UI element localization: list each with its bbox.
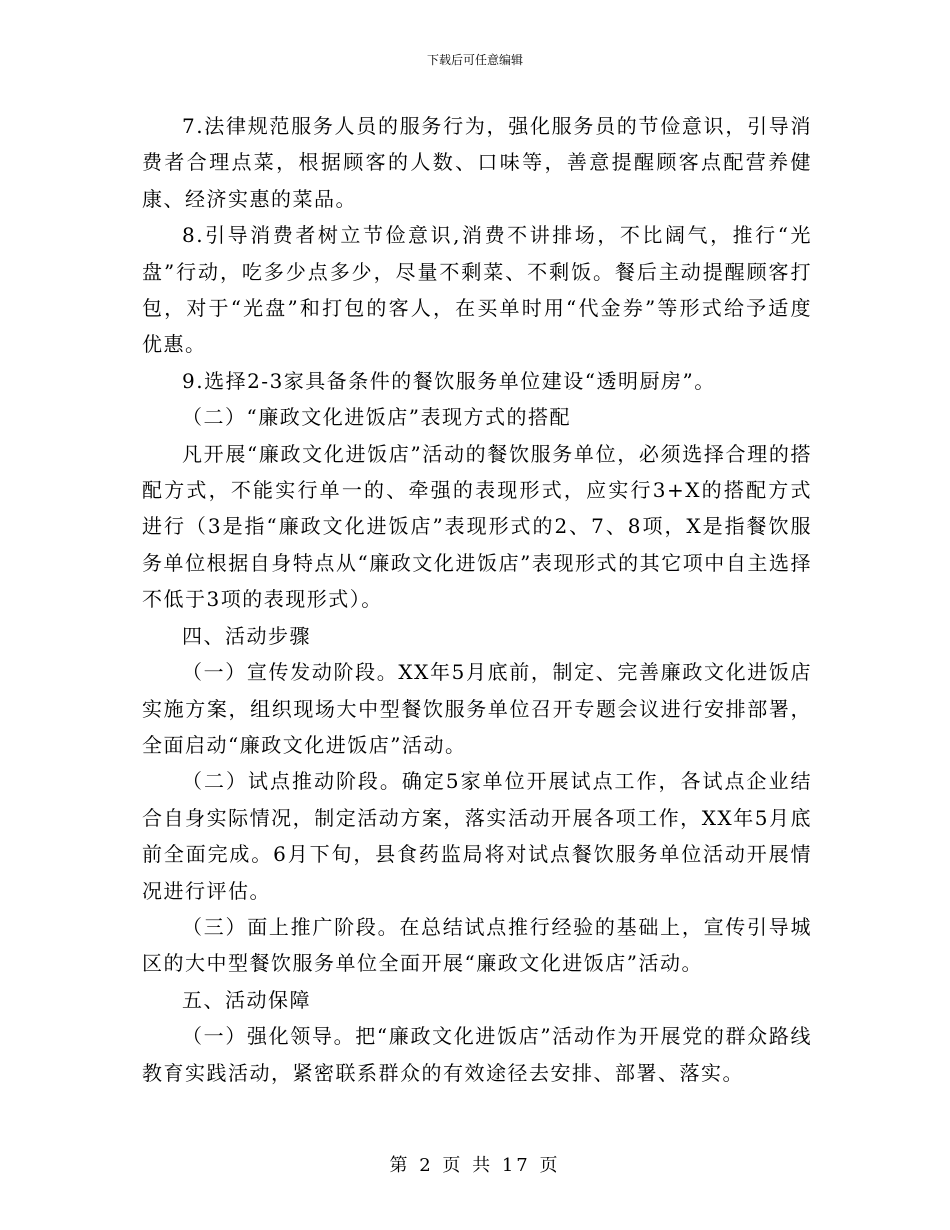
- paragraph-step-2: （二）试点推动阶段。确定5家单位开展试点工作，各试点企业结合自身实际情况，制定活动方案，落实活动开展各项工作，XX年5月底前全面完成。6月下旬，县食药监局将对试点餐饮服务单位活动开展情况进行评估。: [142, 769, 812, 903]
- section-heading-guarantee: 五、活动保障: [182, 987, 311, 1012]
- document-body: [142, 108, 812, 1091]
- page-number-footer: 第 2 页 共 17 页: [389, 1155, 561, 1176]
- paragraph-item-7: 7.法律规范服务人员的服务行为，强化服务员的节俭意识，引导消费者合理点菜，根据顾客的人数、口味等，善意提醒顾客点配营养健康、经济实惠的菜品。: [142, 114, 812, 211]
- header-note: 下载后可任意编辑: [426, 53, 523, 67]
- paragraph-item-8: 8.引导消费者树立节俭意识,消费不讲排场，不比阔气，推行“光盘”行动，吃多少点多少，尽量不剩菜、不剩饭。餐后主动提醒顾客打包，对于“光盘”和打包的客人，在买单时用“代金券”等形式给予适度优惠。: [142, 223, 812, 357]
- paragraph-pairing-rule: 凡开展“廉政文化进饭店”活动的餐饮服务单位，必须选择合理的搭配方式，不能实行单一的、牵强的表现形式，应实行3+X的搭配方式进行（3是指“廉政文化进饭店”表现形式的2、7、8项，X是指餐饮服务单位根据自身特点从“廉政文化进饭店”表现形式的其它项中自主选择不低于3项的表现形式）。: [142, 441, 812, 612]
- section-heading-steps: 四、活动步骤: [182, 623, 311, 648]
- paragraph-step-3: （三）面上推广阶段。在总结试点推行经验的基础上，宣传引导城区的大中型餐饮服务单位全面开展“廉政文化进饭店”活动。: [142, 914, 812, 976]
- paragraph-step-1: （一）宣传发动阶段。XX年5月底前，制定、完善廉政文化进饭店实施方案，组织现场大中型餐饮服务单位召开专题会议进行安排部署，全面启动“廉政文化进饭店”活动。: [142, 660, 812, 757]
- paragraph-guarantee-1: （一）强化领导。把“廉政文化进饭店”活动作为开展党的群众路线教育实践活动，紧密联系群众的有效途径去安排、部署、落实。: [142, 1024, 812, 1085]
- section-heading-pairing: （二）“廉政文化进饭店”表现方式的搭配: [182, 405, 571, 430]
- paragraph-item-9: 9.选择2-3家具备条件的餐饮服务单位建设“透明厨房”。: [182, 368, 716, 393]
